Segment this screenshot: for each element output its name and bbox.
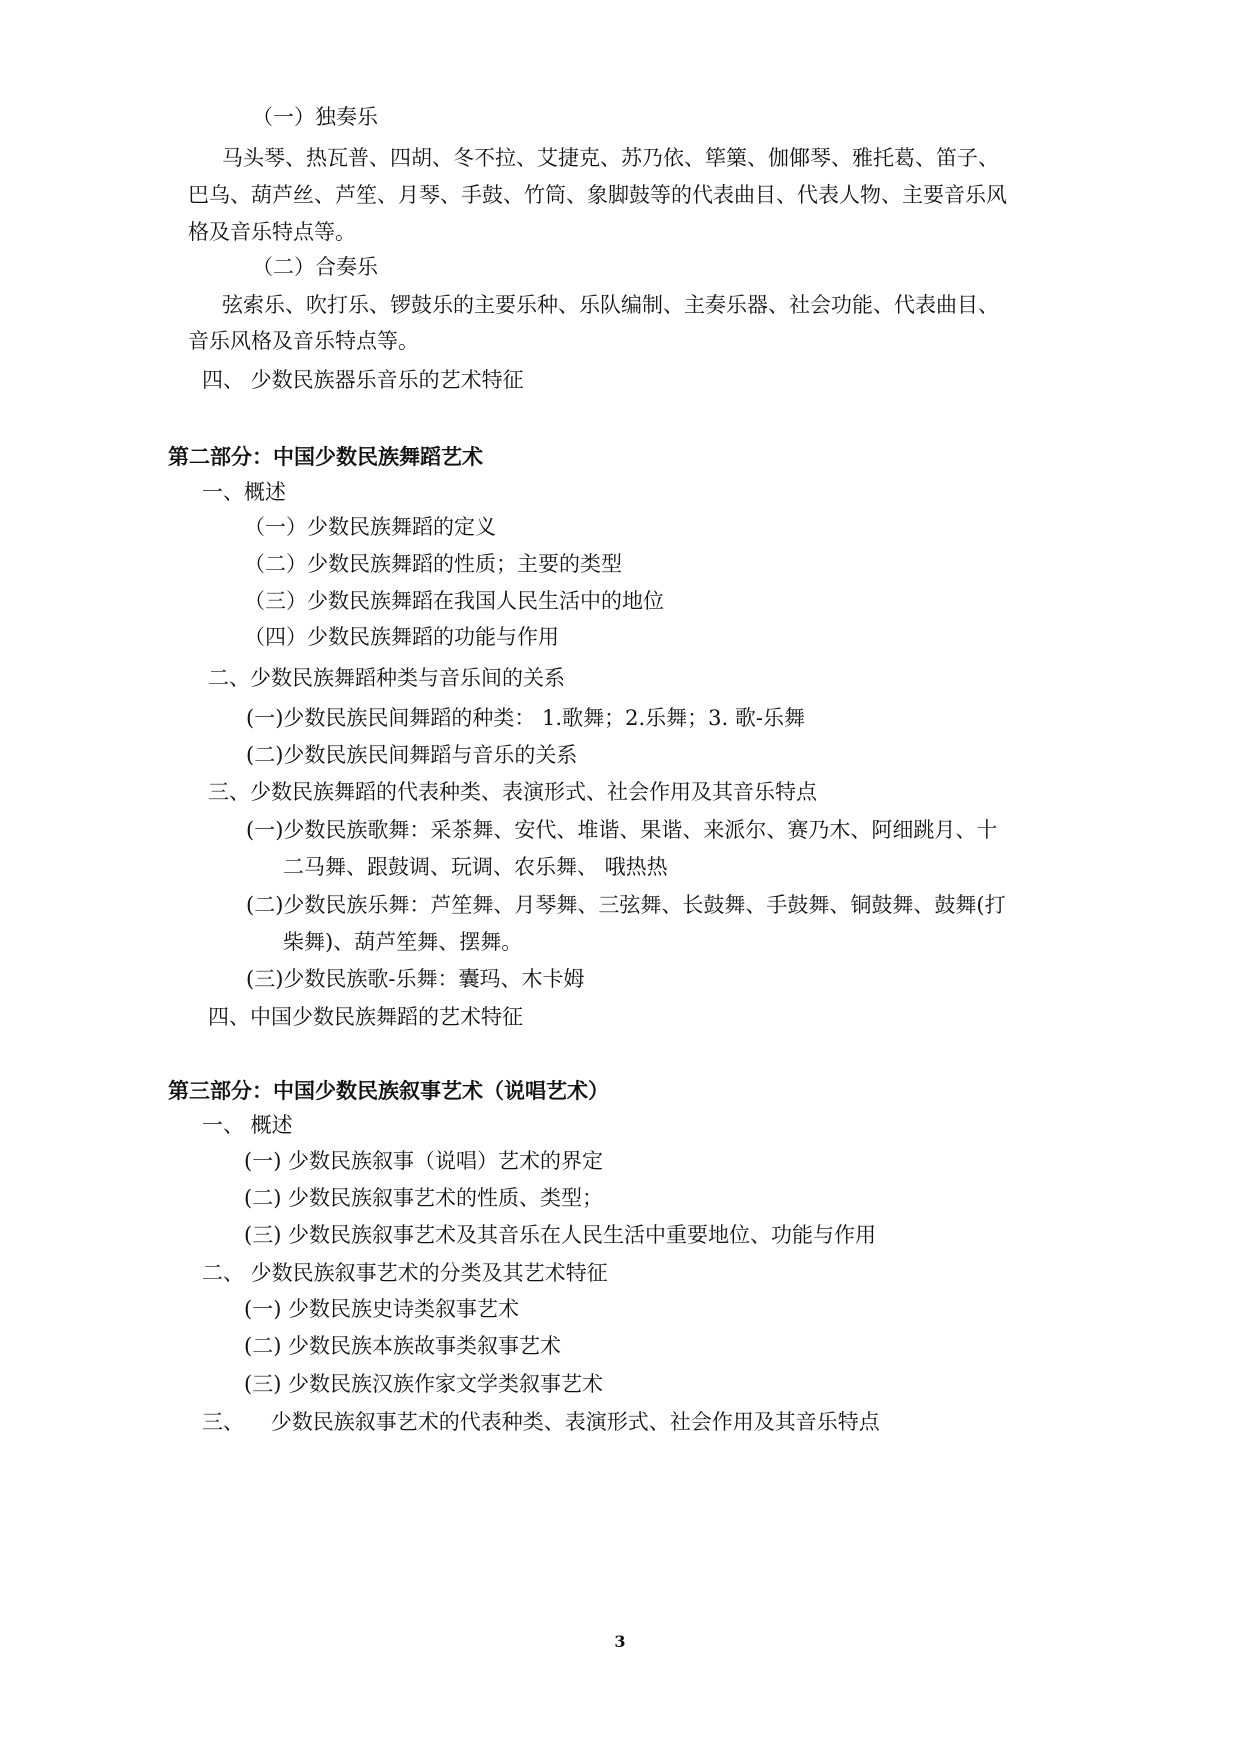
list-item: （四）少数民族舞蹈的功能与作用 bbox=[244, 625, 559, 649]
paragraph-line: 格及音乐特点等。 bbox=[188, 220, 356, 244]
page-number: 3 bbox=[614, 1632, 626, 1651]
part-title: 第二部分：中国少数民族舞蹈艺术 bbox=[168, 444, 483, 469]
paragraph-line: 音乐风格及音乐特点等。 bbox=[188, 329, 419, 353]
section-heading: 四、中国少数民族舞蹈的艺术特征 bbox=[208, 1005, 523, 1029]
section-heading: 一、 概述 bbox=[202, 1113, 293, 1137]
section-heading: 三、少数民族舞蹈的代表种类、表演形式、社会作用及其音乐特点 bbox=[208, 780, 817, 804]
list-item: (二) 少数民族本族故事类叙事艺术 bbox=[244, 1334, 562, 1358]
list-item: (一) 少数民族史诗类叙事艺术 bbox=[244, 1297, 520, 1321]
section-heading: 一、概述 bbox=[202, 480, 286, 504]
list-item: (三) 少数民族叙事艺术及其音乐在人民生活中重要地位、功能与作用 bbox=[244, 1223, 877, 1247]
subsection-heading-ensemble: （二）合奏乐 bbox=[252, 255, 378, 279]
list-item: (三) 少数民族汉族作家文学类叙事艺术 bbox=[244, 1372, 604, 1396]
list-item: （二）少数民族舞蹈的性质；主要的类型 bbox=[244, 552, 622, 576]
section-heading: 二、少数民族舞蹈种类与音乐间的关系 bbox=[208, 666, 565, 690]
list-item: (二)少数民族乐舞：芦笙舞、月琴舞、三弦舞、长鼓舞、手鼓舞、铜鼓舞、鼓舞(打 bbox=[246, 893, 1006, 917]
paragraph-line: 马头琴、热瓦普、四胡、冬不拉、艾捷克、苏乃依、筚篥、伽倻琴、雅托葛、笛子、 bbox=[222, 146, 999, 170]
list-item: (二)少数民族民间舞蹈与音乐的关系 bbox=[246, 743, 578, 767]
list-item: (二) 少数民族叙事艺术的性质、类型； bbox=[244, 1186, 604, 1210]
section-heading: 三、 少数民族叙事艺术的代表种类、表演形式、社会作用及其音乐特点 bbox=[202, 1410, 880, 1434]
list-item: (一)少数民族歌舞：采茶舞、安代、堆谐、果谐、来派尔、赛乃木、阿细跳月、十 bbox=[246, 818, 998, 842]
list-item-continuation: 二马舞、跟鼓调、玩调、农乐舞、 哦热热 bbox=[283, 855, 668, 879]
list-item: (一) 少数民族叙事（说唱）艺术的界定 bbox=[244, 1149, 604, 1173]
section-heading: 四、 少数民族器乐音乐的艺术特征 bbox=[202, 368, 524, 392]
list-item: （三）少数民族舞蹈在我国人民生活中的地位 bbox=[244, 589, 664, 613]
list-item: (三)少数民族歌-乐舞：囊玛、木卡姆 bbox=[246, 967, 585, 991]
list-item: (一)少数民族民间舞蹈的种类： 1.歌舞；2.乐舞；3. 歌-乐舞 bbox=[246, 706, 805, 730]
paragraph-line: 巴乌、葫芦丝、芦笙、月琴、手鼓、竹筒、象脚鼓等的代表曲目、代表人物、主要音乐风 bbox=[188, 183, 1007, 207]
subsection-heading-solo: （一）独奏乐 bbox=[252, 105, 378, 129]
list-item-continuation: 柴舞)、葫芦笙舞、摆舞。 bbox=[283, 930, 523, 954]
paragraph-line: 弦索乐、吹打乐、锣鼓乐的主要乐种、乐队编制、主奏乐器、社会功能、代表曲目、 bbox=[222, 293, 999, 317]
list-item: （一）少数民族舞蹈的定义 bbox=[244, 515, 496, 539]
part-title: 第三部分：中国少数民族叙事艺术（说唱艺术） bbox=[168, 1078, 609, 1103]
section-heading: 二、 少数民族叙事艺术的分类及其艺术特征 bbox=[202, 1261, 608, 1285]
